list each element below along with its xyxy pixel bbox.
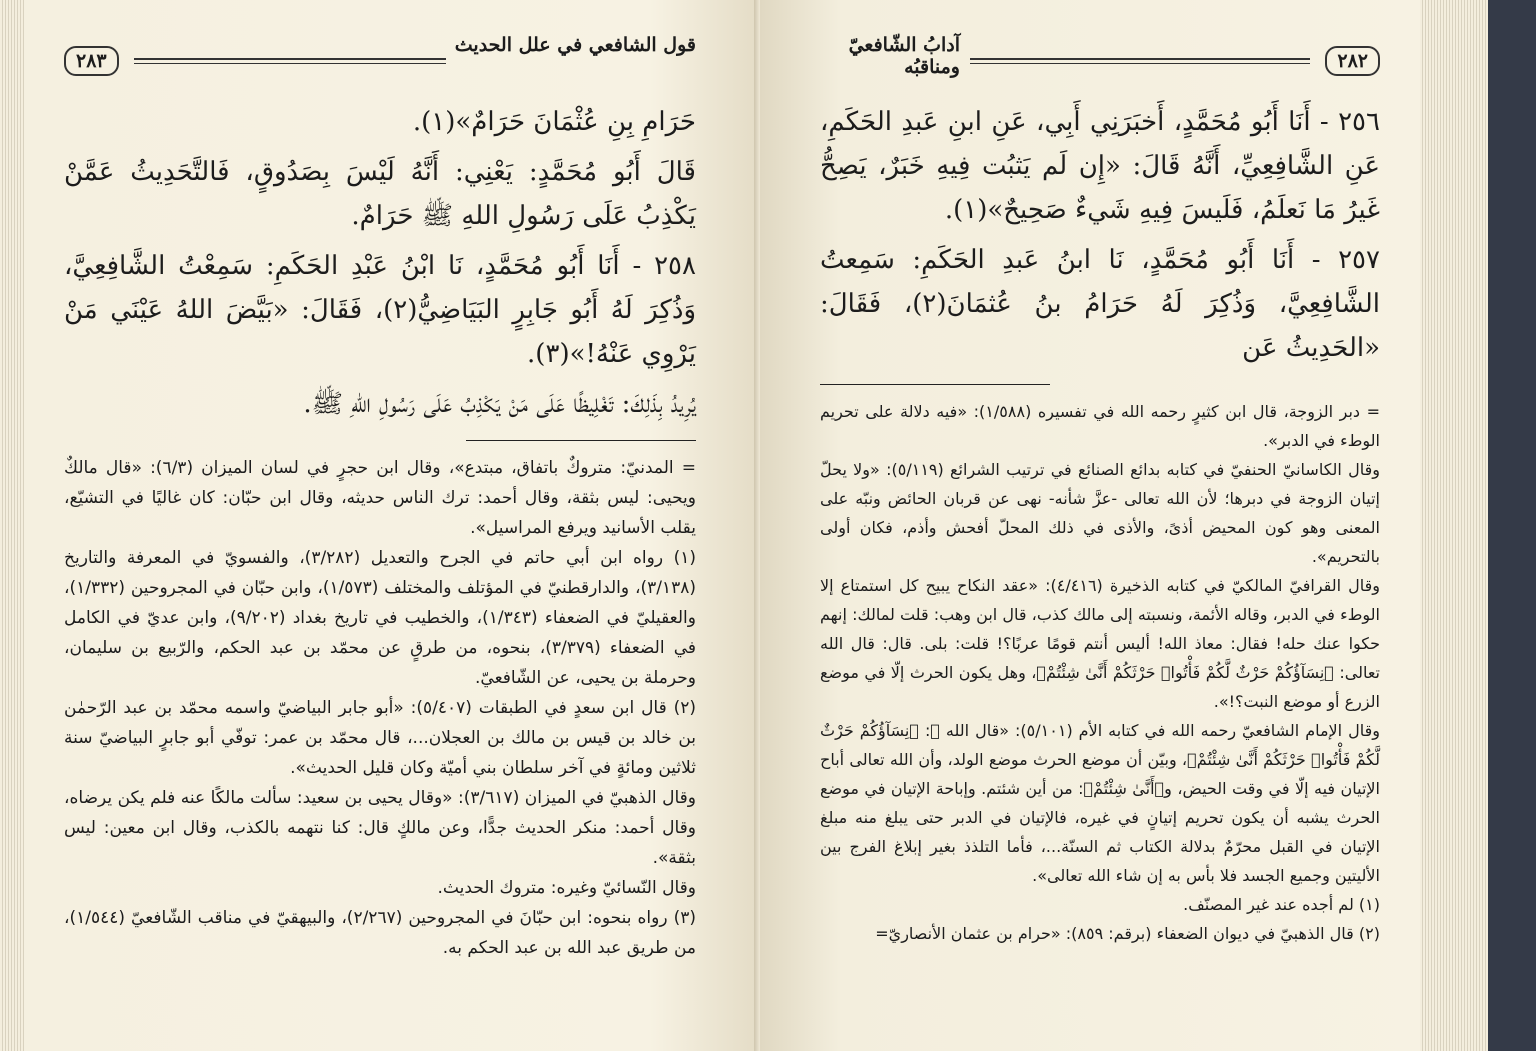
- footnote: (٣) رواه بنحوه: ابن حبّانَ في المجروحين (٢/٢٦٧)، والبيهقيّ في مناقب الشّافعيّ (١/٥٤٤)، من طريق عبد الله بن عبد الحكم به.: [64, 908, 696, 958]
- footnote: (٢) قال ابن سعدٍ في الطبقات (٥/٤٠٧): «أبو جابر البياضيّ واسمه محمّد بن عبد الرّحمٰن بن خالد بن قيس بن مالك بن العجلان...، قال محمّد بن عمر: توفّي أبو جابرٍ البياضيّ سنة ثلاثين ومائةٍ في آخر سلطان بني أميّة وكان قليل الحديث».: [64, 698, 696, 778]
- right-header-title: آدابُ الشّافعيّ ومناقبُه: [848, 34, 960, 78]
- footnote: وقال الذهبيّ في الميزان (٣/٦١٧): «وقال يحيى بن سعيد: سألت مالكًا عنه فلم يكن يرضاه، وقال أحمد: منكر الحديث جدًّا، وعن مالكٍ قال: كنا نتهمه بالكذب، وقال ابن معين: ليس بثقة».: [64, 788, 696, 868]
- footnote-rule: [820, 384, 1050, 385]
- right-page-header: [820, 18, 1380, 88]
- main-paragraph: ٢٥٦ - أَنَا أَبُو مُحَمَّدٍ، أَخبَرَنِي أَبِي، عَنِ ابنِ عَبدِ الحَكَمِ، عَنِ الشَّافِعِيِّ، أَنَّهُ قَالَ: «إِن لَم يَثبُت فِيهِ خَبَرٌ، يَصِحُّ غَيرُ مَا نَعلَمُ، فَلَيسَ فِيهِ شَيءٌ صَحِيحٌ»(١).: [820, 107, 1380, 225]
- footnote: وقال الكاسانيّ الحنفيّ في كتابه بدائع الصنائع في ترتيب الشرائع (٥/١١٩): «ولا يحلّ إتيان الزوجة في دبرها؛ لأن الله تعالى -عزَّ شأنه- نهى عن قربان الحائض ونبّه على المعنى وهو كون المحيض أذىً، والأذى في ذلك المحلّ أفحش وأذم، فكان أولى بالتحريم».: [820, 460, 1380, 566]
- footnote-rule: [466, 440, 696, 441]
- right-main-text: [820, 100, 1380, 370]
- footnote: وقال الإمام الشافعيّ رحمه الله في كتابه الأم (٥/١٠١): «قال الله ﷻ: ﴿نِسَآؤُكُمْ حَرْثٌ لَّكُمْ فَأْتُوا۟ حَرْثَكُمْ أَنَّىٰ شِئْتُمْ﴾، وبيّن أن موضع الحرث موضع الولد، وأن الله تعالى أباح الإتيان فيه إلّا في وقت الحيض، و﴿أَنَّىٰ شِئْتُمْ﴾: من أين شئتم. وإباحة الإتيان في موضع الحرث يشبه أن يكون تحريم إتيانٍ في غيره، فالإتيان في الدبر حتى يبلغ منه مبلغ الإتيان في القبل محرّمٌ بدلالة الكتاب ثم السنّة...، فأما التلذذ بغير إبلاغ الفرج بين الأليتين وجميع الجسد فلا بأس به إن شاء الله تعالى».: [820, 721, 1380, 885]
- book-page-edge-right: [1420, 0, 1488, 1051]
- header-rule: [970, 58, 1310, 64]
- left-header-title: قول الشافعي في علل الحديث: [454, 34, 696, 56]
- left-page: [24, 0, 760, 1051]
- main-paragraph: ٢٥٨ - أَنَا أَبُو مُحَمَّدٍ، نَا ابْنُ عَبْدِ الحَكَمِ: سَمِعْتُ الشَّافِعِيَّ، وَذُكِرَ لَهُ أَبُو جَابِرٍ البَيَاضِيُّ(٢)، فَقَالَ: «بَيَّضَ اللهُ عَيْنَي مَنْ يَرْوِي عَنْهُ!»(٣).: [64, 251, 696, 369]
- right-page-number: ٢٨٢: [1325, 46, 1380, 76]
- footnote: = دبر الزوجة، قال ابن كثيرٍ رحمه الله في تفسيره (١/٥٨٨): «فيه دلالة على تحريم الوطء في الدبر».: [820, 402, 1380, 450]
- footnote: (١) لم أجده عند غير المصنّف.: [1183, 895, 1380, 914]
- footnote: = المدنيّ: متروكٌ باتفاق، مبتدع»، وقال ابن حجرٍ في لسان الميزان (٦/٣): «قال مالكٌ ويحيى: ليس بثقة، وقال أحمد: ترك الناس حديثه، وقال ابن حبّان: كان غاليًا في التشيّع، يقلب الأسانيد ويرفع المراسيل».: [64, 458, 696, 538]
- footnote: وقال القرافيّ المالكيّ في كتابه الذخيرة (٤/٤١٦): «عقد النكاح يبيح كل استمتاع إلا الوطء في الدبر، وقاله الأئمة، ونسبته إلى مالك كذب، قال ابن وهب: قلت لمالك: إنهم حكوا عنك حله! فقال: معاذ الله! أليس أنتم قومًا عربًا؟! قلت: بلى. قال: قال الله تعالى: ﴿نِسَآؤُكُمْ حَرْثٌ لَّكُمْ فَأْتُوا۟ حَرْثَكُمْ أَنَّىٰ شِئْتُمْ﴾، وهل يكون الحرث إلّا في موضع الزرع أو موضع النبت؟!».: [820, 576, 1381, 711]
- main-paragraph: يُرِيدُ بِذَلِكَ: تَغْلِيظًا عَلَى مَنْ يَكْذِبُ عَلَى رَسُولِ اللهِ ﷺ.: [303, 389, 696, 419]
- main-paragraph: قَالَ أَبُو مُحَمَّدٍ: يَعْنِي: أَنَّهُ لَيْسَ بِصَدُوقٍ، فَالتَّحَدِيثُ عَمَّنْ يَكْذِبُ عَلَى رَسُولِ اللهِ ﷺ حَرَامٌ.: [64, 157, 696, 231]
- right-page: [760, 0, 1420, 1051]
- main-paragraph: حَرَامِ بِنِ عُثْمَانَ حَرَامٌ»(١).: [412, 107, 696, 137]
- footnote: وقال النّسائيّ وغيره: متروك الحديث.: [437, 878, 696, 898]
- main-paragraph: ٢٥٧ - أَنَا أَبُو مُحَمَّدٍ، نَا ابنُ عَبدِ الحَكَمِ: سَمِعتُ الشَّافِعِيَّ، وَذُكِرَ لَهُ حَرَامُ بنُ عُثمَانَ(٢)، فَقَالَ: «الحَدِيثُ عَن: [820, 245, 1381, 363]
- right-footnotes: [820, 397, 1380, 948]
- left-page-number: ٢٨٣: [64, 46, 119, 76]
- header-rule: [134, 58, 446, 64]
- left-main-text: [64, 100, 696, 426]
- footnote: (٢) قال الذهبيّ في ديوان الضعفاء (برقم: ٨٥٩): «حرام بن عثمان الأنصاريّ=: [875, 924, 1380, 943]
- footnote: (١) رواه ابن أبي حاتم في الجرح والتعديل (٣/٢٨٢)، والفسويّ في المعرفة والتاريخ (٣/١٣٨)، والدارقطنيّ في المؤتلف والمختلف (١/٥٧٣)، وابن حبّان في المجروحين (١/٣٣٢)، والعقيليّ في الضعفاء (١/٣٤٣)، والخطيب في تاريخ بغداد (٩/٢٠٢)، وابن عديّ في الكامل في الضعفاء (٣/٣٧٩)، بنحوه، من طرقٍ عن محمّد بن عبد الحكم، والرّبيع بن سليمان، وحرملة بن يحيى، عن الشّافعيّ.: [64, 548, 696, 688]
- left-page-header: [64, 18, 696, 88]
- left-footnotes: [64, 453, 696, 963]
- book-page-edge-left: [0, 0, 24, 1051]
